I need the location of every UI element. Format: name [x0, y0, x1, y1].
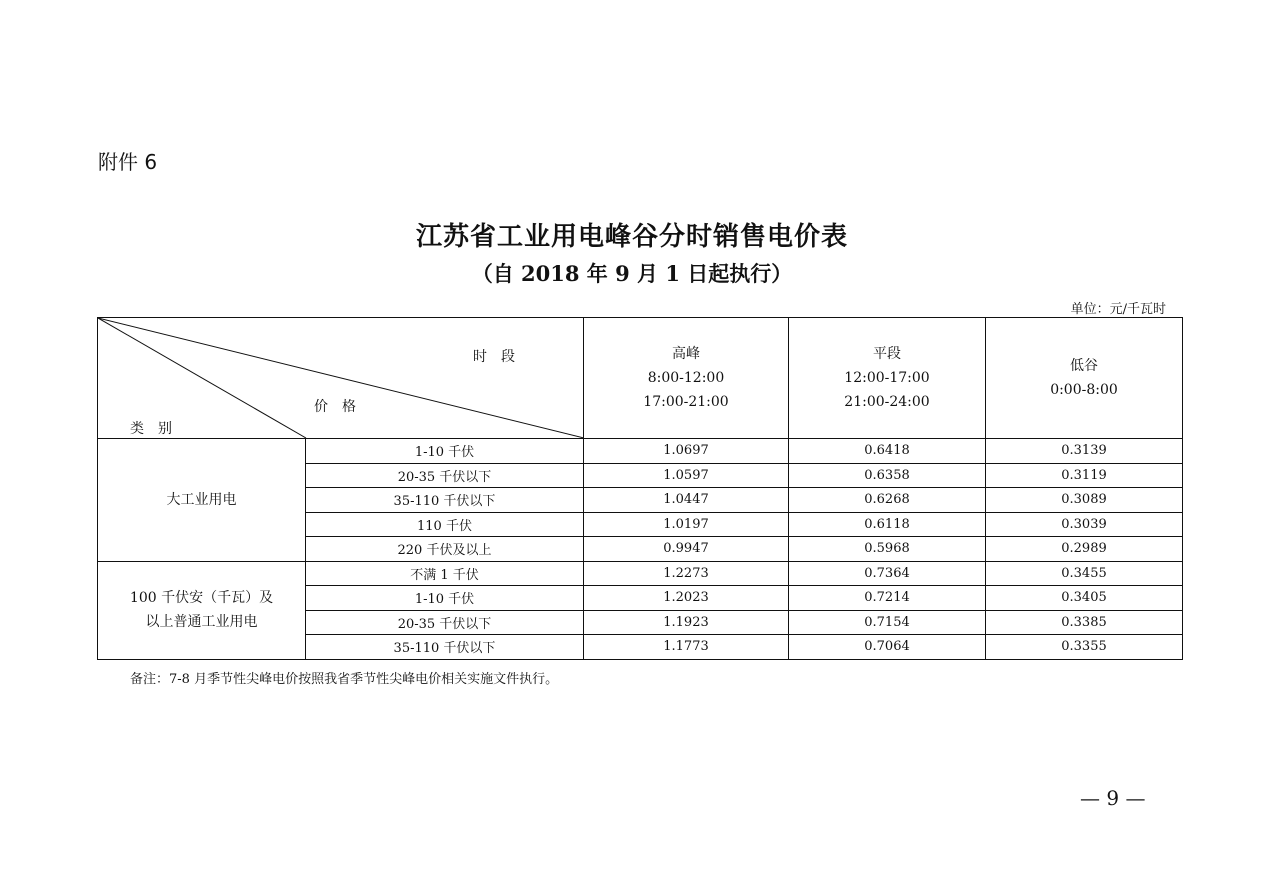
- price-cell-peak: 1.0597: [584, 463, 789, 488]
- price-cell-valley: 0.3039: [986, 512, 1183, 537]
- price-cell-flat: 0.6118: [789, 512, 986, 537]
- category-cell: [98, 439, 306, 562]
- diagonal-header-cell: [98, 318, 584, 439]
- footnote: 备注：7-8 月季节性尖峰电价按照我省季节性尖峰电价相关实施文件执行。: [130, 672, 559, 687]
- voltage-level-cell: 1-10 千伏: [306, 439, 584, 464]
- price-cell-flat: 0.7154: [789, 610, 986, 635]
- category-label: 以上普通工业用电: [145, 614, 258, 630]
- price-cell-flat: 0.5968: [789, 537, 986, 562]
- page-number: — 9 —: [1080, 786, 1146, 810]
- price-cell-valley: 0.3139: [986, 439, 1183, 464]
- price-cell-flat: 0.6268: [789, 488, 986, 513]
- voltage-level-cell: 35-110 千伏以下: [306, 488, 584, 513]
- voltage-level-cell: 不满 1 千伏: [306, 561, 584, 586]
- price-table-body: [98, 318, 1183, 660]
- price-cell-flat: 0.7364: [789, 561, 986, 586]
- header-time-label: 时 段: [473, 349, 515, 365]
- header-valley-cell: [986, 318, 1183, 439]
- period-time-flat-1: 12:00-17:00: [844, 370, 930, 386]
- voltage-level-cell: 20-35 千伏以下: [306, 610, 584, 635]
- header-flat-cell: [789, 318, 986, 439]
- header-category-label: 类 别: [130, 421, 172, 437]
- price-cell-valley: 0.3089: [986, 488, 1183, 513]
- period-name-peak: 高峰: [672, 346, 700, 362]
- category-label: 100 千伏安（千瓦）及: [129, 590, 274, 606]
- price-cell-flat: 0.7064: [789, 635, 986, 660]
- price-cell-flat: 0.6418: [789, 439, 986, 464]
- price-cell-flat: 0.7214: [789, 586, 986, 611]
- price-cell-valley: 0.2989: [986, 537, 1183, 562]
- price-cell-valley: 0.3119: [986, 463, 1183, 488]
- price-cell-peak: 1.0197: [584, 512, 789, 537]
- price-cell-peak: 0.9947: [584, 537, 789, 562]
- price-cell-peak: 1.0697: [584, 439, 789, 464]
- period-time-peak-2: 17:00-21:00: [643, 394, 729, 410]
- category-label: 大工业用电: [166, 491, 237, 508]
- header-price-label: 价 格: [314, 399, 356, 415]
- header-row: [98, 318, 1183, 439]
- price-table: [97, 317, 1183, 660]
- document-subtitle: （自 2018 年 9 月 1 日起执行）: [471, 261, 793, 286]
- category-cell: [98, 561, 306, 659]
- header-peak-cell: [584, 318, 789, 439]
- attachment-label: 附件 6: [98, 150, 158, 174]
- voltage-level-cell: 35-110 千伏以下: [306, 635, 584, 660]
- price-cell-flat: 0.6358: [789, 463, 986, 488]
- price-cell-valley: 0.3385: [986, 610, 1183, 635]
- price-cell-peak: 1.1773: [584, 635, 789, 660]
- period-time-peak-1: 8:00-12:00: [647, 370, 725, 386]
- price-cell-peak: 1.0447: [584, 488, 789, 513]
- document-title: 江苏省工业用电峰谷分时销售电价表: [415, 222, 848, 252]
- voltage-level-cell: 20-35 千伏以下: [306, 463, 584, 488]
- price-cell-peak: 1.2273: [584, 561, 789, 586]
- table-row: [98, 439, 1183, 464]
- price-cell-valley: 0.3405: [986, 586, 1183, 611]
- period-name-flat: 平段: [873, 346, 901, 362]
- period-time-flat-2: 21:00-24:00: [844, 394, 930, 410]
- price-cell-valley: 0.3455: [986, 561, 1183, 586]
- period-name-valley: 低谷: [1070, 358, 1098, 374]
- voltage-level-cell: 1-10 千伏: [306, 586, 584, 611]
- table-row: [98, 561, 1183, 586]
- price-cell-valley: 0.3355: [986, 635, 1183, 660]
- unit-label: 单位：元/千瓦时: [1070, 302, 1166, 317]
- price-cell-peak: 1.1923: [584, 610, 789, 635]
- price-cell-peak: 1.2023: [584, 586, 789, 611]
- voltage-level-cell: 220 千伏及以上: [306, 537, 584, 562]
- period-time-valley-1: 0:00-8:00: [1050, 382, 1118, 398]
- voltage-level-cell: 110 千伏: [306, 512, 584, 537]
